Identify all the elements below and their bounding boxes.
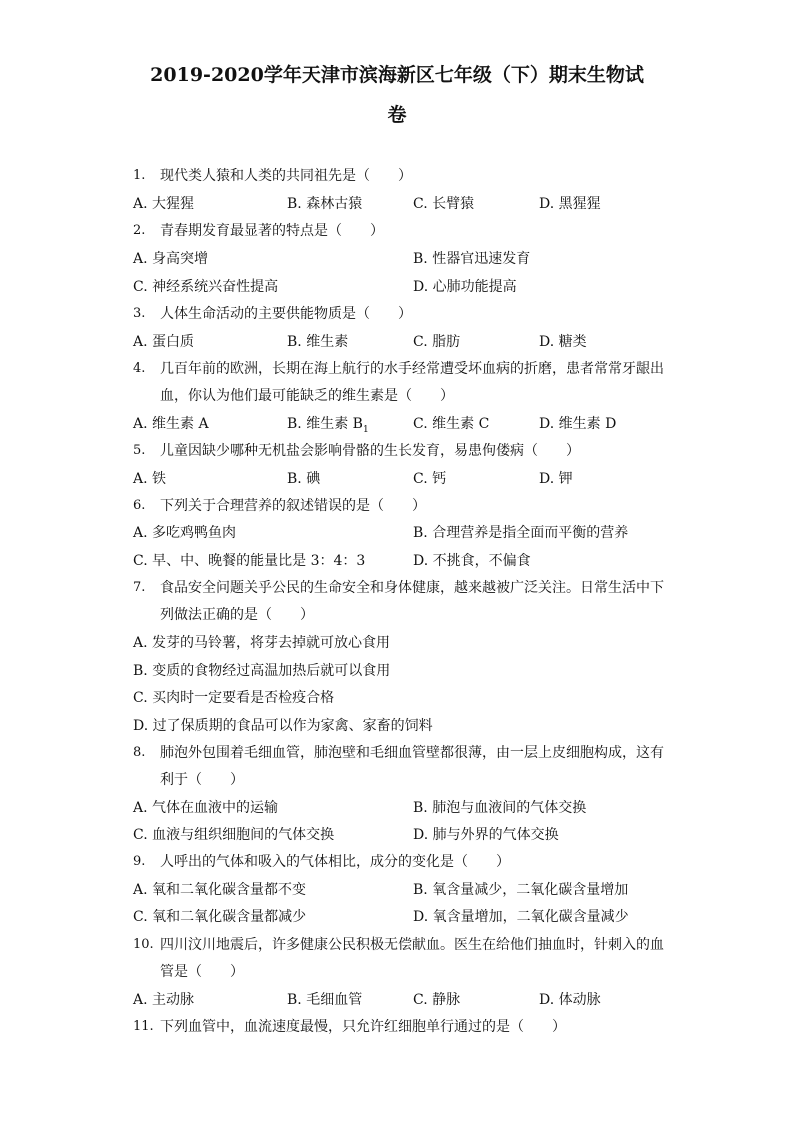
option-d: D. 过了保质期的食品可以作为家禽、家畜的饲料 [133, 718, 433, 734]
option-b: B. 肺泡与血液间的气体交换 [413, 800, 587, 816]
question-number: 9. [133, 854, 146, 869]
question-text-continued: 利于（ ） [160, 772, 244, 788]
question-text: 四川汶川地震后，许多健康公民积极无偿献血。医生在给他们抽血时，针刺入的血 [160, 937, 664, 953]
question-number: 2. [133, 223, 146, 238]
option-a: A. 大猩猩 [133, 196, 195, 212]
option-a: A. 蛋白质 [133, 334, 195, 350]
option-d: D. 氧含量增加，二氧化碳含量减少 [413, 909, 629, 925]
option-b: B. 变质的食物经过高温加热后就可以食用 [133, 663, 391, 679]
question-text: 肺泡外包围着毛细血管，肺泡壁和毛细血管壁都很薄，由一层上皮细胞构成，这有 [160, 745, 664, 761]
question-text: 人体生命活动的主要供能物质是（ ） [160, 306, 412, 322]
option-b: B. 毛细血管 [287, 992, 363, 1008]
option-c: C. 脂肪 [413, 334, 461, 350]
question-number: 6. [133, 498, 146, 513]
option-c: C. 买肉时一定要看是否检疫合格 [133, 690, 335, 706]
question-text: 下列血管中，血流速度最慢，只允许红细胞单行通过的是（ ） [160, 1019, 566, 1035]
question-text: 几百年前的欧洲，长期在海上航行的水手经常遭受坏血病的折磨，患者常常牙龈出 [160, 361, 664, 377]
option-a: A. 铁 [133, 471, 167, 487]
exam-title: 2019-2020学年天津市滨海新区七年级（下）期末生物试 [150, 64, 644, 86]
option-d: D. 不挑食，不偏食 [413, 553, 531, 569]
question-text: 青春期发育最显著的特点是（ ） [160, 223, 384, 239]
option-b: B. 碘 [287, 471, 321, 487]
question-number: 7. [133, 580, 146, 595]
option-b: B. 合理营养是指全面而平衡的营养 [413, 525, 629, 541]
question-text-continued: 列做法正确的是（ ） [160, 607, 314, 623]
question-text: 现代类人猿和人类的共同祖先是（ ） [160, 168, 412, 184]
option-d: D. 钾 [539, 471, 573, 487]
option-c: C. 钙 [413, 471, 447, 487]
question-text: 儿童因缺少哪种无机盐会影响骨骼的生长发育，易患佝偻病（ ） [160, 443, 580, 459]
question-number: 1. [133, 168, 146, 183]
question-text: 下列关于合理营养的叙述错误的是（ ） [160, 498, 426, 514]
question-text: 食品安全问题关乎公民的生命安全和身体健康，越来越被广泛关注。日常生活中下 [160, 580, 664, 596]
option-d: D. 肺与外界的气体交换 [413, 827, 559, 843]
option-d: D. 体动脉 [539, 992, 601, 1008]
option-a: A. 主动脉 [133, 992, 195, 1008]
option-d: D. 糖类 [539, 334, 587, 350]
option-c: C. 氧和二氧化碳含量都减少 [133, 909, 307, 925]
option-b-subscript: 1 [362, 424, 369, 435]
question-number: 4. [133, 361, 146, 376]
question-number: 5. [133, 443, 146, 458]
option-a: A. 氧和二氧化碳含量都不变 [133, 882, 307, 898]
option-b: B. 性器官迅速发育 [413, 251, 531, 267]
question-text: 人呼出的气体和吸入的气体相比，成分的变化是（ ） [160, 854, 510, 870]
question-number: 8. [133, 745, 146, 760]
option-b: B. 氧含量减少，二氧化碳含量增加 [413, 882, 629, 898]
option-a: A. 气体在血液中的运输 [133, 800, 279, 816]
question-text-continued: 管是（ ） [160, 964, 244, 980]
option-d: D. 维生素 D [539, 416, 617, 432]
option-c: C. 静脉 [413, 992, 461, 1008]
option-c: C. 神经系统兴奋性提高 [133, 279, 279, 295]
option-a: A. 发芽的马铃薯，将芽去掉就可放心食用 [133, 635, 391, 651]
question-number: 3. [133, 306, 146, 321]
option-b [287, 414, 369, 440]
option-b-text: B. 维生素 B [287, 416, 363, 432]
option-b: B. 维生素 [287, 334, 349, 350]
exam-title-continued: 卷 [387, 104, 407, 126]
option-c: C. 维生素 C [413, 416, 490, 432]
option-d: D. 黑猩猩 [539, 196, 601, 212]
option-c: C. 血液与组织细胞间的气体交换 [133, 827, 335, 843]
option-a: A. 维生素 A [133, 416, 209, 432]
option-c: C. 早、中、晚餐的能量比是 3：4：3 [133, 553, 366, 569]
option-b: B. 森林古猿 [287, 196, 363, 212]
option-d: D. 心肺功能提高 [413, 279, 517, 295]
option-c: C. 长臂猿 [413, 196, 475, 212]
option-a: A. 身高突增 [133, 251, 209, 267]
option-a: A. 多吃鸡鸭鱼肉 [133, 525, 237, 541]
question-text-continued: 血，你认为他们最可能缺乏的维生素是（ ） [160, 388, 454, 404]
question-number: 10. [133, 937, 154, 952]
question-number: 11. [133, 1019, 154, 1034]
